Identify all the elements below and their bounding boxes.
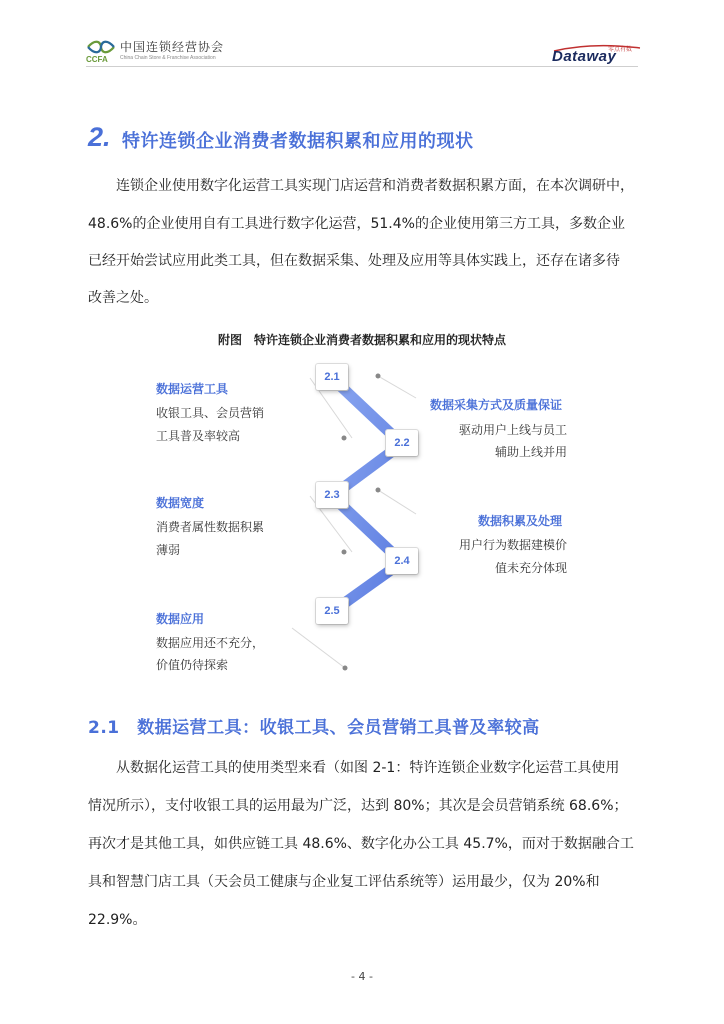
subsection-paragraph-line: 再次才是其他工具，如供应链工具 48.6%、数字化办公工具 45.7%，而对于数据融合工 [88, 836, 634, 852]
dataway-cn: 零点有数 [608, 46, 633, 53]
connector-dot [342, 436, 347, 441]
connector-dot [376, 488, 381, 493]
node-2-2: 2.2 [386, 430, 418, 456]
item-body-line: 收银工具、会员营销 [156, 406, 265, 420]
node-2-1: 2.1 [316, 364, 348, 390]
connector-lines [292, 376, 416, 668]
subsection-paragraph-line: 具和智慧门店工具（天会员工健康与企业复工评估系统等）运用最少，仅为 20%和 [88, 874, 600, 890]
section-paragraph-line: 连锁企业使用数字化运营工具实现门店运营和消费者数据积累方面，在本次调研中， [116, 178, 634, 194]
subsection-paragraph-line: 情况所示），支付收银工具的运用最为广泛，达到 80%；其次是会员营销系统 68.6%； [88, 798, 628, 814]
item-heading-data-processing: 数据积累及处理 [478, 514, 563, 528]
org-name-en: China Chain Store & Franchise Association [120, 55, 216, 61]
node-2-3: 2.3 [316, 482, 348, 508]
item-body-line: 数据应用还不充分， [156, 636, 265, 650]
ccfa-emblem-icon [86, 38, 116, 56]
item-heading-data-collection: 数据采集方式及质量保证 [430, 398, 563, 412]
node-2-4: 2.4 [386, 548, 418, 574]
section-paragraph-line: 已经开始尝试应用此类工具，但在数据采集、处理及应用等具体实践上，还存在诸多待 [88, 253, 620, 269]
connector-dot [343, 666, 348, 671]
connector-dot [376, 374, 381, 379]
item-heading-data-width: 数据宽度 [156, 496, 205, 510]
section-title: 特许连锁企业消费者数据积累和应用的现状 [122, 131, 474, 152]
section-number: 2. [88, 122, 111, 152]
item-body-line: 薄弱 [156, 543, 181, 557]
subsection-title: 2.1 数据运营工具：收银工具、会员营销工具普及率较高 [88, 718, 540, 738]
item-body-line: 工具普及率较高 [156, 429, 241, 443]
figure-caption: 附图 特许连锁企业消费者数据积累和应用的现状特点 [217, 333, 506, 347]
node-2-5: 2.5 [316, 598, 348, 624]
header-divider [86, 66, 638, 67]
item-body-line: 用户行为数据建模价 [458, 538, 567, 552]
section-paragraph-line: 48.6%的企业使用自有工具进行数字化运营，51.4%的企业使用第三方工具，多数企业 [88, 216, 625, 232]
page-number: - 4 - [351, 970, 373, 983]
item-body-line: 价值仍待探索 [156, 658, 229, 672]
dataway-wordmark: Dataway [552, 48, 617, 65]
subsection-paragraph-line: 从数据化运营工具的使用类型来看（如图 2-1：特许连锁企业数字化运营工具使用 [116, 760, 620, 776]
org-abbr: CCFA [86, 55, 108, 64]
item-body-line: 辅助上线并用 [494, 445, 567, 459]
ccfa-logo [86, 38, 266, 64]
connector-dot [342, 550, 347, 555]
item-body-line: 值未充分体现 [494, 561, 567, 575]
org-name-cn: 中国连锁经营协会 [120, 40, 225, 54]
section-paragraph-line: 改善之处。 [88, 290, 158, 306]
item-heading-data-tools: 数据运营工具 [156, 382, 229, 396]
item-body-line: 驱动用户上线与员工 [458, 423, 567, 437]
subsection-paragraph-line: 22.9%。 [88, 912, 147, 928]
item-body-line: 消费者属性数据积累 [156, 520, 265, 534]
dataway-logo [552, 42, 642, 66]
item-heading-data-application: 数据应用 [156, 612, 205, 626]
